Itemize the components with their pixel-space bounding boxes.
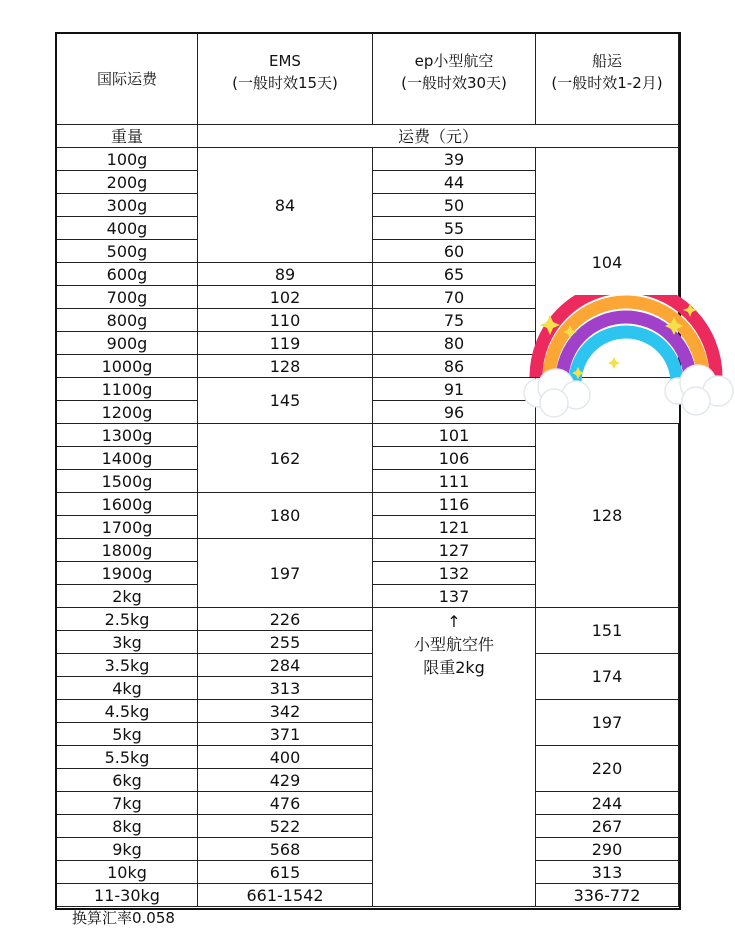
weight-cell: 100g (57, 148, 198, 171)
ems-cell: 226 (198, 608, 373, 631)
weight-cell: 300g (57, 194, 198, 217)
ep-cell: 106 (373, 447, 536, 470)
ship-header (536, 34, 679, 125)
up-arrow-icon: ↑ (447, 612, 461, 631)
ep-cell: 55 (373, 217, 536, 240)
weight-cell: 700g (57, 286, 198, 309)
ems-cell: 180 (198, 493, 373, 539)
ship-cell: 220 (536, 746, 679, 792)
shipping-rate-table (56, 33, 679, 907)
table-row (57, 792, 679, 815)
ep-cell: 101 (373, 424, 536, 447)
weight-cell: 7kg (57, 792, 198, 815)
weight-cell: 1400g (57, 447, 198, 470)
ep-cell: 137 (373, 585, 536, 608)
ems-cell: 119 (198, 332, 373, 355)
table-row (57, 608, 679, 631)
table-row (57, 746, 679, 769)
ep-cell: 70 (373, 286, 536, 309)
ep-limit-note (373, 608, 536, 907)
ship-cell: 336-772 (536, 884, 679, 907)
ems-cell: 371 (198, 723, 373, 746)
table-row (57, 861, 679, 884)
ep-cell: 127 (373, 539, 536, 562)
ems-cell: 145 (198, 378, 373, 424)
ep-cell: 116 (373, 493, 536, 516)
table-row (57, 838, 679, 861)
ems-cell: 284 (198, 654, 373, 677)
ems-cell: 162 (198, 424, 373, 493)
ep-cell: 50 (373, 194, 536, 217)
weight-cell: 5.5kg (57, 746, 198, 769)
ship-cell: 267 (536, 815, 679, 838)
ep-name: ep小型航空 (414, 52, 494, 70)
ship-eta: (一般时效1-2月) (551, 74, 663, 92)
table-row (57, 700, 679, 723)
weight-cell: 800g (57, 309, 198, 332)
weight-cell: 1600g (57, 493, 198, 516)
ems-cell: 84 (198, 148, 373, 263)
table-row (57, 815, 679, 838)
column-label-header: 国际运费 (57, 34, 198, 125)
weight-cell: 3.5kg (57, 654, 198, 677)
table-row (57, 654, 679, 677)
weight-cell: 9kg (57, 838, 198, 861)
weight-cell: 600g (57, 263, 198, 286)
weight-cell: 200g (57, 171, 198, 194)
ep-cell: 75 (373, 309, 536, 332)
ems-cell: 255 (198, 631, 373, 654)
ems-header (198, 34, 373, 125)
ems-cell: 89 (198, 263, 373, 286)
weight-cell: 6kg (57, 769, 198, 792)
ems-eta: (一般时效15天) (232, 74, 338, 92)
weight-cell: 400g (57, 217, 198, 240)
weight-cell: 1200g (57, 401, 198, 424)
weight-cell: 4.5kg (57, 700, 198, 723)
ep-header (373, 34, 536, 125)
weight-cell: 3kg (57, 631, 198, 654)
ep-cell: 96 (373, 401, 536, 424)
ems-cell: 476 (198, 792, 373, 815)
ship-name: 船运 (591, 52, 622, 70)
ems-cell: 615 (198, 861, 373, 884)
ep-cell: 39 (373, 148, 536, 171)
ems-cell: 568 (198, 838, 373, 861)
exchange-rate-note: 换算汇率0.058 (72, 909, 175, 927)
ems-cell: 128 (198, 355, 373, 378)
table-row (57, 884, 679, 907)
weight-cell: 900g (57, 332, 198, 355)
ep-cell: 86 (373, 355, 536, 378)
ep-note-line1: 小型航空件 (413, 635, 494, 654)
ep-cell: 91 (373, 378, 536, 401)
ems-cell: 342 (198, 700, 373, 723)
ems-cell: 522 (198, 815, 373, 838)
ep-eta: (一般时效30天) (401, 74, 507, 92)
table-row (57, 148, 679, 171)
weight-cell: 8kg (57, 815, 198, 838)
ems-cell: 400 (198, 746, 373, 769)
ep-cell: 44 (373, 171, 536, 194)
weight-cell: 1000g (57, 355, 198, 378)
weight-cell: 500g (57, 240, 198, 263)
ship-cell: 174 (536, 654, 679, 700)
ship-cell: 104 (536, 148, 679, 378)
ship-cell: 151 (536, 608, 679, 654)
ems-cell: 110 (198, 309, 373, 332)
weight-cell: 1300g (57, 424, 198, 447)
header-row (57, 34, 679, 125)
ship-cell: 244 (536, 792, 679, 815)
ep-cell: 111 (373, 470, 536, 493)
ep-cell: 65 (373, 263, 536, 286)
ems-cell: 661-1542 (198, 884, 373, 907)
ems-name: EMS (269, 52, 301, 70)
weight-cell: 1500g (57, 470, 198, 493)
weight-cell: 2kg (57, 585, 198, 608)
ems-cell: 102 (198, 286, 373, 309)
ship-cell: 313 (536, 861, 679, 884)
weight-cell: 10kg (57, 861, 198, 884)
fee-header: 运费（元） (198, 125, 679, 148)
weight-cell: 1700g (57, 516, 198, 539)
ems-cell: 313 (198, 677, 373, 700)
ep-note-line2: 限重2kg (423, 658, 485, 677)
weight-cell: 4kg (57, 677, 198, 700)
ep-cell: 60 (373, 240, 536, 263)
weight-header: 重量 (57, 125, 198, 148)
ep-cell: 121 (373, 516, 536, 539)
ems-cell: 429 (198, 769, 373, 792)
ship-cell: 290 (536, 838, 679, 861)
ems-cell: 197 (198, 539, 373, 608)
weight-cell: 5kg (57, 723, 198, 746)
weight-cell: 1900g (57, 562, 198, 585)
ship-cell: 197 (536, 700, 679, 746)
weight-cell: 1800g (57, 539, 198, 562)
table-row (57, 424, 679, 447)
subheader-row (57, 125, 679, 148)
ship-cell: 128 (536, 424, 679, 608)
ep-cell: 132 (373, 562, 536, 585)
weight-cell: 1100g (57, 378, 198, 401)
weight-cell: 11-30kg (57, 884, 198, 907)
rainbow-sticker-icon (518, 295, 735, 425)
weight-cell: 2.5kg (57, 608, 198, 631)
ep-cell: 80 (373, 332, 536, 355)
